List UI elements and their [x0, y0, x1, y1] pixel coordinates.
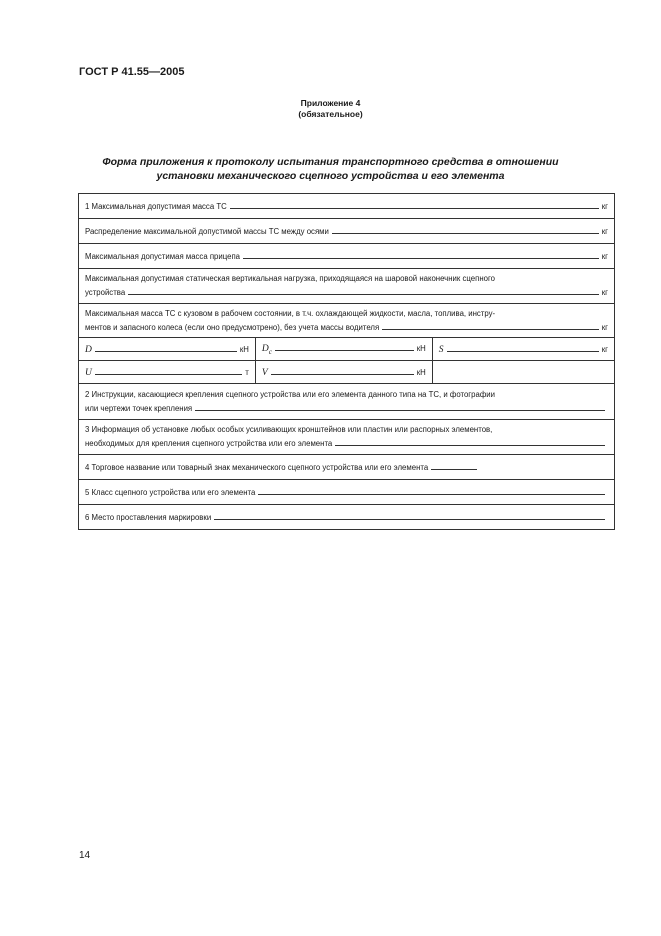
form-title-line-2: установки механического сцепного устройства и его элемента [156, 170, 505, 182]
vertical-load-label-line-1: Максимальная допустимая статическая вертикальная нагрузка, приходящаяся на шаровой наконечник сцепного [85, 274, 495, 283]
form-row-vehicle-mass [79, 304, 615, 338]
param-u-field[interactable] [95, 365, 242, 375]
vehicle-mass-unit: кг [601, 322, 608, 332]
param-d-symbol: D [85, 345, 92, 355]
form-row-marking-location [79, 505, 615, 530]
form-row-axle-distribution [79, 219, 615, 244]
max-mass-unit: кг [601, 202, 608, 211]
coupling-class-field[interactable] [258, 485, 605, 495]
mounting-instructions-label-line-2: или чертежи точек крепления [85, 403, 193, 413]
axle-distribution-label: Распределение максимальной допустимой массы ТС между осями [85, 227, 329, 236]
form-row-coupling-class [79, 480, 615, 505]
vertical-load-label-line-2: устройства [85, 288, 126, 297]
form-title [60, 155, 601, 183]
param-dc-symbol: $D_c$ [261, 343, 272, 356]
form-row-mounting-instructions [79, 384, 615, 420]
trailer-mass-field[interactable] [243, 249, 599, 259]
marking-location-label: 6 Место проставления маркировки [85, 513, 212, 522]
param-dc-field[interactable] [275, 341, 414, 351]
max-mass-label: 1 Максимальная допустимая масса ТС [85, 202, 227, 211]
mounting-instructions-label-line-1: 2 Инструкции, касающиеся крепления сцепного устройства или его элемента данного типа на ТС, и фотографии [85, 389, 495, 399]
form-row-reinforcement-info [79, 420, 615, 455]
axle-distribution-unit: кг [601, 227, 608, 236]
form-row-max-mass [79, 194, 615, 219]
axle-distribution-field[interactable] [332, 224, 599, 234]
form-row-trade-name [79, 455, 615, 480]
reinforcement-info-label-line-2: необходимых для крепления сцепного устройства или его элемента [85, 439, 333, 448]
trailer-mass-unit: кг [601, 252, 608, 261]
vertical-load-field[interactable] [128, 285, 599, 295]
param-d-unit: кН [239, 345, 249, 354]
max-mass-field[interactable] [230, 199, 599, 209]
form-row-params-u-v [79, 361, 615, 384]
vehicle-mass-label-line-2: ментов и запасного колеса (если оно предусмотрено), без учета массы водителя [85, 322, 380, 332]
vehicle-mass-label-line-1: Максимальная масса ТС с кузовом в рабочем состоянии, в т.ч. охлаждающей жидкости, масла, топлива, инстру- [85, 308, 496, 318]
param-u-unit: т [245, 368, 249, 377]
trailer-mass-label: Максимальная допустимая масса прицепа [85, 252, 241, 261]
reinforcement-info-label-line-1: 3 Информация об установке любых особых усиливающих кронштейнов или пластин или распорных элементов, [85, 425, 493, 434]
param-v-field[interactable] [271, 365, 414, 375]
form-row-vertical-load [79, 269, 615, 304]
vehicle-mass-field[interactable] [382, 320, 599, 330]
param-s-field[interactable] [447, 342, 599, 352]
trade-name-label: 4 Торговое название или товарный знак механического сцепного устройства или его элемента [85, 463, 429, 472]
reinforcement-info-field[interactable] [335, 436, 605, 446]
empty-cell [432, 361, 614, 384]
page-number: 14 [79, 850, 91, 861]
coupling-class-label: 5 Класс сцепного устройства или его элемента [85, 488, 256, 497]
param-dc-subscript: c [268, 347, 272, 356]
marking-location-field[interactable] [214, 510, 605, 520]
param-s-symbol: S [438, 345, 444, 355]
param-v-symbol: V [261, 368, 268, 378]
form-row-trailer-mass [79, 244, 615, 269]
document-code: ГОСТ Р 41.55—2005 [79, 66, 185, 78]
appendix-label: Приложение 4 [300, 98, 361, 108]
trade-name-field[interactable] [431, 460, 477, 470]
form-title-line-1: Форма приложения к протоколу испытания транспортного средства в отношении [102, 156, 559, 168]
vertical-load-unit: кг [601, 288, 608, 297]
param-v-unit: кН [416, 368, 426, 377]
protocol-form-table [78, 193, 615, 530]
form-row-params-d-dc-s [79, 338, 615, 361]
appendix-status: (обязательное) [298, 109, 363, 119]
param-d-field[interactable] [95, 342, 237, 352]
param-s-unit: кг [601, 345, 608, 354]
param-dc-unit: кН [416, 343, 426, 353]
param-u-symbol: U [85, 368, 92, 378]
mounting-instructions-field[interactable] [195, 401, 605, 411]
